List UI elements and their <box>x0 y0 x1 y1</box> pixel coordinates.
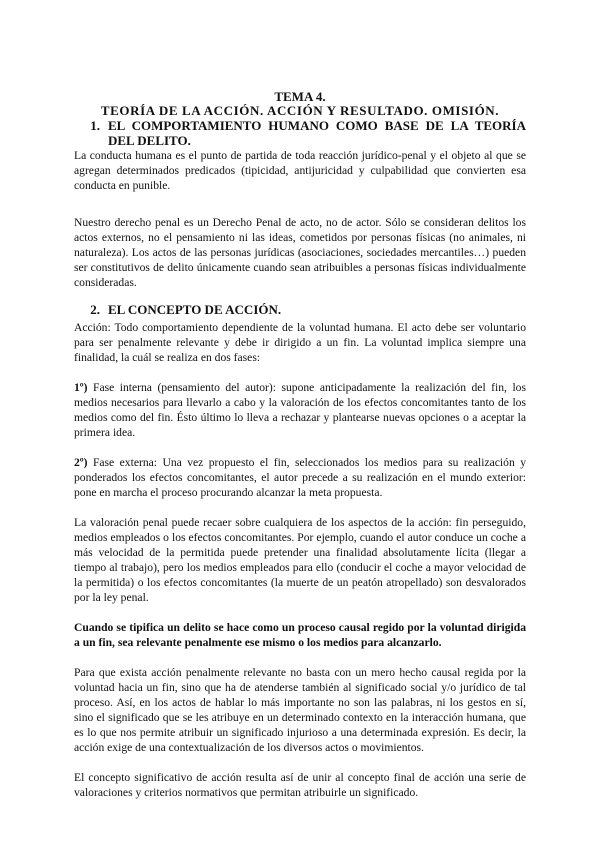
phase-1-label: 1º) <box>74 381 88 394</box>
paragraph: Nuestro derecho penal es un Derecho Penal de acto, no de actor. Sólo se consideran delitos los actos externos, no el pensamiento ni las ideas, cometidos por personas físicas (no animales, ni naturaleza). Los actos de las personas jurídicas (asociaciones, sociedades mercantiles…) pueden ser constitutivos de delito únicamente cuando sean atribuibles a personas físicas individualmente consideradas. <box>74 216 526 289</box>
section-2-title: EL CONCEPTO DE ACCIÓN. <box>108 302 282 317</box>
document-page <box>74 90 526 815</box>
paragraph: La conducta humana es el punto de partida de toda reacción jurídico-penal y el objeto al que se agregan determinados predicados (tipicidad, antijuricidad y culpabilidad que convierten esa conducta en punible. <box>74 149 526 192</box>
section-1-heading <box>74 118 526 148</box>
section-1-number: 1. <box>90 118 100 133</box>
document-subtitle: TEORÍA DE LA ACCIÓN. ACCIÓN Y RESULTADO. OMISIÓN. <box>100 103 500 118</box>
document-title: TEMA 4. <box>274 89 326 104</box>
bold-statement: Cuando se tipifica un delito se hace como un proceso causal regido por la voluntad dirigida a un fin, sea relevante penalmente ese mismo o los medios para alcanzarlo. <box>74 621 526 649</box>
section-1-title: EL COMPORTAMIENTO HUMANO COMO BASE DE LA TEORÍA DEL DELITO. <box>108 118 526 148</box>
paragraph: La valoración penal puede recaer sobre cualquiera de los aspectos de la acción: fin perseguido, medios empleados o los efectos concomitantes. Por ejemplo, cuando el autor conduce un coche a más velocidad de la permitida puede pretender una finalidad absolutamente lícita (llegar a tiempo al trabajo), pero los medios empleados para ello (conducir el coche a mayor velocidad de la permitida) o los efectos concomitantes (la muerte de un peatón atropellado) son desvalorados por la ley penal. <box>74 516 526 604</box>
phase-2-text: Fase externa: Una vez propuesto el fin, seleccionados los medios para su realización y ponderados los efectos concomitantes, el autor precede a su realización en el mundo exterior: pone en marcha el proceso procurando alcanzar la meta propuesta. <box>74 456 526 499</box>
paragraph-phase-2 <box>74 455 526 500</box>
paragraph: Para que exista acción penalmente relevante no basta con un mero hecho causal regida por la voluntad hacia un fin, sino que ha de atenderse también al significado social y/o jurídico de tal proceso. Así, en los actos de hablar lo más importante no son las palabras, ni los gestos en sí, sino el significado que se les atribuye en un determinado contexto en la interacción humana, que es lo que nos permite atribuir un significado injurioso a una determinada expresión. Es decir, la acción exige de una contextualización de los diversos actos o movimientos. <box>74 666 526 754</box>
phase-2-label: 2º) <box>74 456 88 469</box>
paragraph-phase-1 <box>74 380 526 440</box>
paragraph: Acción: Todo comportamiento dependiente de la voluntad humana. El acto debe ser voluntario para ser penalmente relevante y debe ir dirigido a un fin. La voluntad implica siempre una finalidad, la cuál se realiza en dos fases: <box>74 321 526 364</box>
paragraph: El concepto significativo de acción resulta así de unir al concepto final de acción una serie de valoraciones y criterios normativos que permitan atribuirle un significado. <box>74 771 526 799</box>
phase-1-text: Fase interna (pensamiento del autor): supone anticipadamente la realización del fin, los medios necesarios para llevarlo a cabo y la valoración de los efectos concomitantes tanto de los medios como del fin. Ésto último lo lleva a rechazar y plantearse nuevas opciones o a aceptar la primera idea. <box>74 381 526 439</box>
section-2-number: 2. <box>90 302 100 317</box>
section-2-heading <box>74 302 526 317</box>
